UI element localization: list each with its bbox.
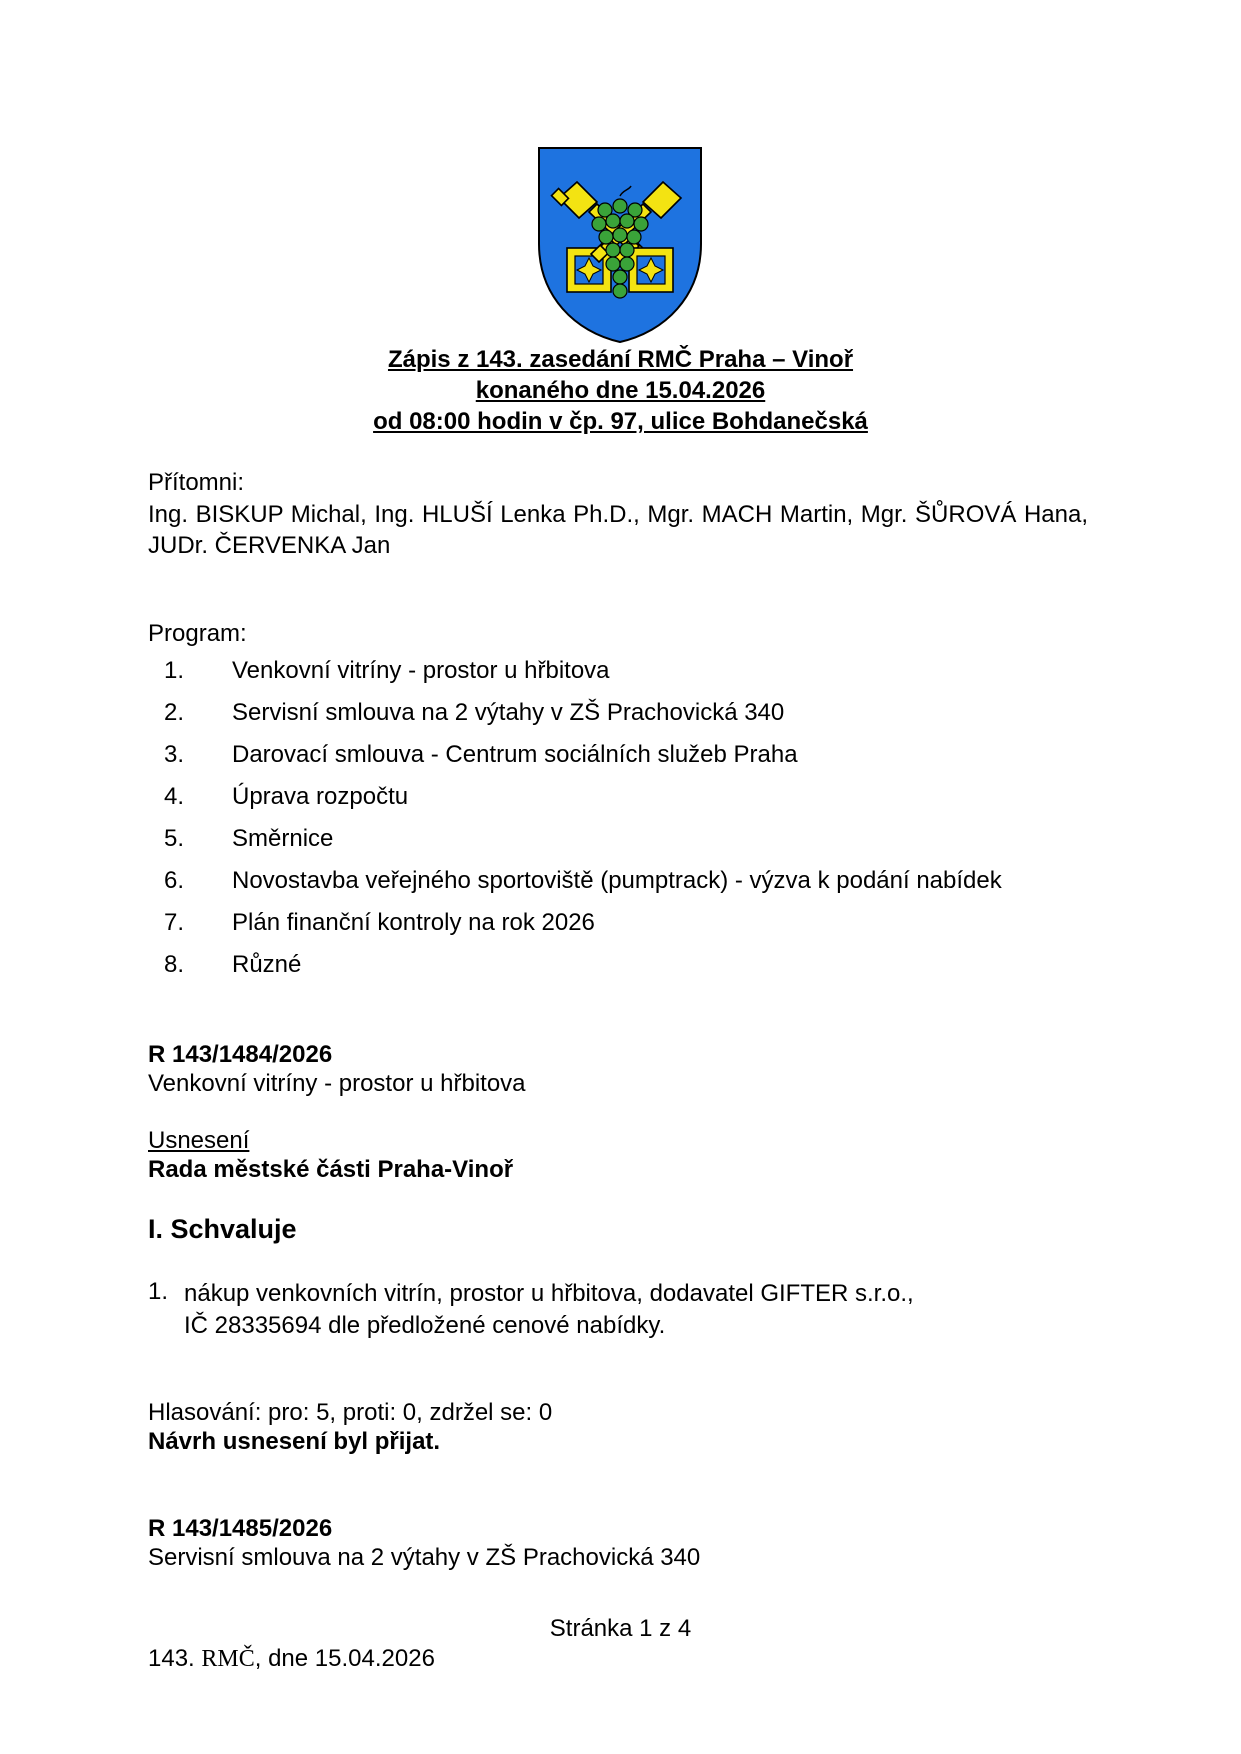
program-item [148,866,1002,908]
attendance-label: Přítomni: [148,469,245,496]
footer-rmc: RMČ [201,1646,255,1672]
resolution-item-text [184,1278,914,1342]
coat-of-arms-icon [537,146,703,344]
program-item-text: Plán finanční kontroly na rok 2026 [232,909,595,936]
program-item-number: 5. [163,825,184,852]
program-item-text: Směrnice [232,825,334,852]
program-item-text: Darovací smlouva - Centrum sociálních služeb Praha [232,741,798,768]
program-item-number: 7. [163,909,184,936]
resolution-heading: I. Schvaluje [148,1214,297,1244]
program-item [148,824,1002,866]
program-item-number: 6. [163,867,184,894]
program-item [148,698,1002,740]
program-label: Program: [148,620,247,647]
program-item [148,656,1002,698]
program-item [148,782,1002,824]
title-line-1: Zápis z 143. zasedání RMČ Praha – Vinoř [387,346,854,373]
resolution-usneseni-label: Usnesení [148,1127,250,1154]
program-item-text: Venkovní vitríny - prostor u hřbitova [232,657,610,684]
program-item-number: 4. [163,783,184,810]
resolution-body: Rada městské části Praha-Vinoř [148,1156,514,1183]
program-item-text: Úprava rozpočtu [232,783,409,810]
program-item-number: 8. [163,951,184,978]
resolution-item-line-2: IČ 28335694 dle předložené cenové nabídky. [184,1312,666,1339]
footer-prefix: 143. [148,1645,202,1672]
program-item-text: Servisní smlouva na 2 výtahy v ZŠ Prachovická 340 [232,699,785,726]
resolution-item-line-1: nákup venkovních vitrín, prostor u hřbitova, dodavatel GIFTER s.r.o., [184,1280,914,1307]
program-item-text: Různé [232,951,302,978]
resolution-outcome: Návrh usnesení byl přijat. [148,1428,441,1455]
program-item-number: 1. [163,657,184,684]
resolution-subject: Venkovní vitríny - prostor u hřbitova [148,1070,526,1097]
resolution-item-number: 1. [148,1278,169,1305]
program-list [148,656,1002,992]
vote-result: Hlasování: pro: 5, proti: 0, zdržel se: 0 [148,1399,553,1426]
footer-meeting-date [148,1645,435,1673]
resolution-subject: Servisní smlouva na 2 výtahy v ZŠ Prachovická 340 [148,1544,701,1571]
title-line-2: konaného dne 15.04.2026 [475,377,766,404]
program-item [148,908,1002,950]
program-item [148,740,1002,782]
program-item [148,950,1002,992]
program-item-number: 3. [163,741,184,768]
resolution-id: R 143/1485/2026 [148,1515,333,1542]
document-title [0,344,1241,437]
page-number: Stránka 1 z 4 [549,1615,692,1642]
footer-date: , dne 15.04.2026 [254,1645,435,1672]
attendance-names: Ing. BISKUP Michal, Ing. HLUŠÍ Lenka Ph.D., Mgr. MACH Martin, Mgr. ŠŮROVÁ Hana, JUDr. ČERVENKA Jan [148,501,1088,559]
program-item-text: Novostavba veřejného sportoviště (pumptrack) - výzva k podání nabídek [232,867,1002,894]
program-item-number: 2. [163,699,184,726]
resolution-id: R 143/1484/2026 [148,1041,333,1068]
title-line-3: od 08:00 hodin v čp. 97, ulice Bohdanečská [373,408,868,435]
